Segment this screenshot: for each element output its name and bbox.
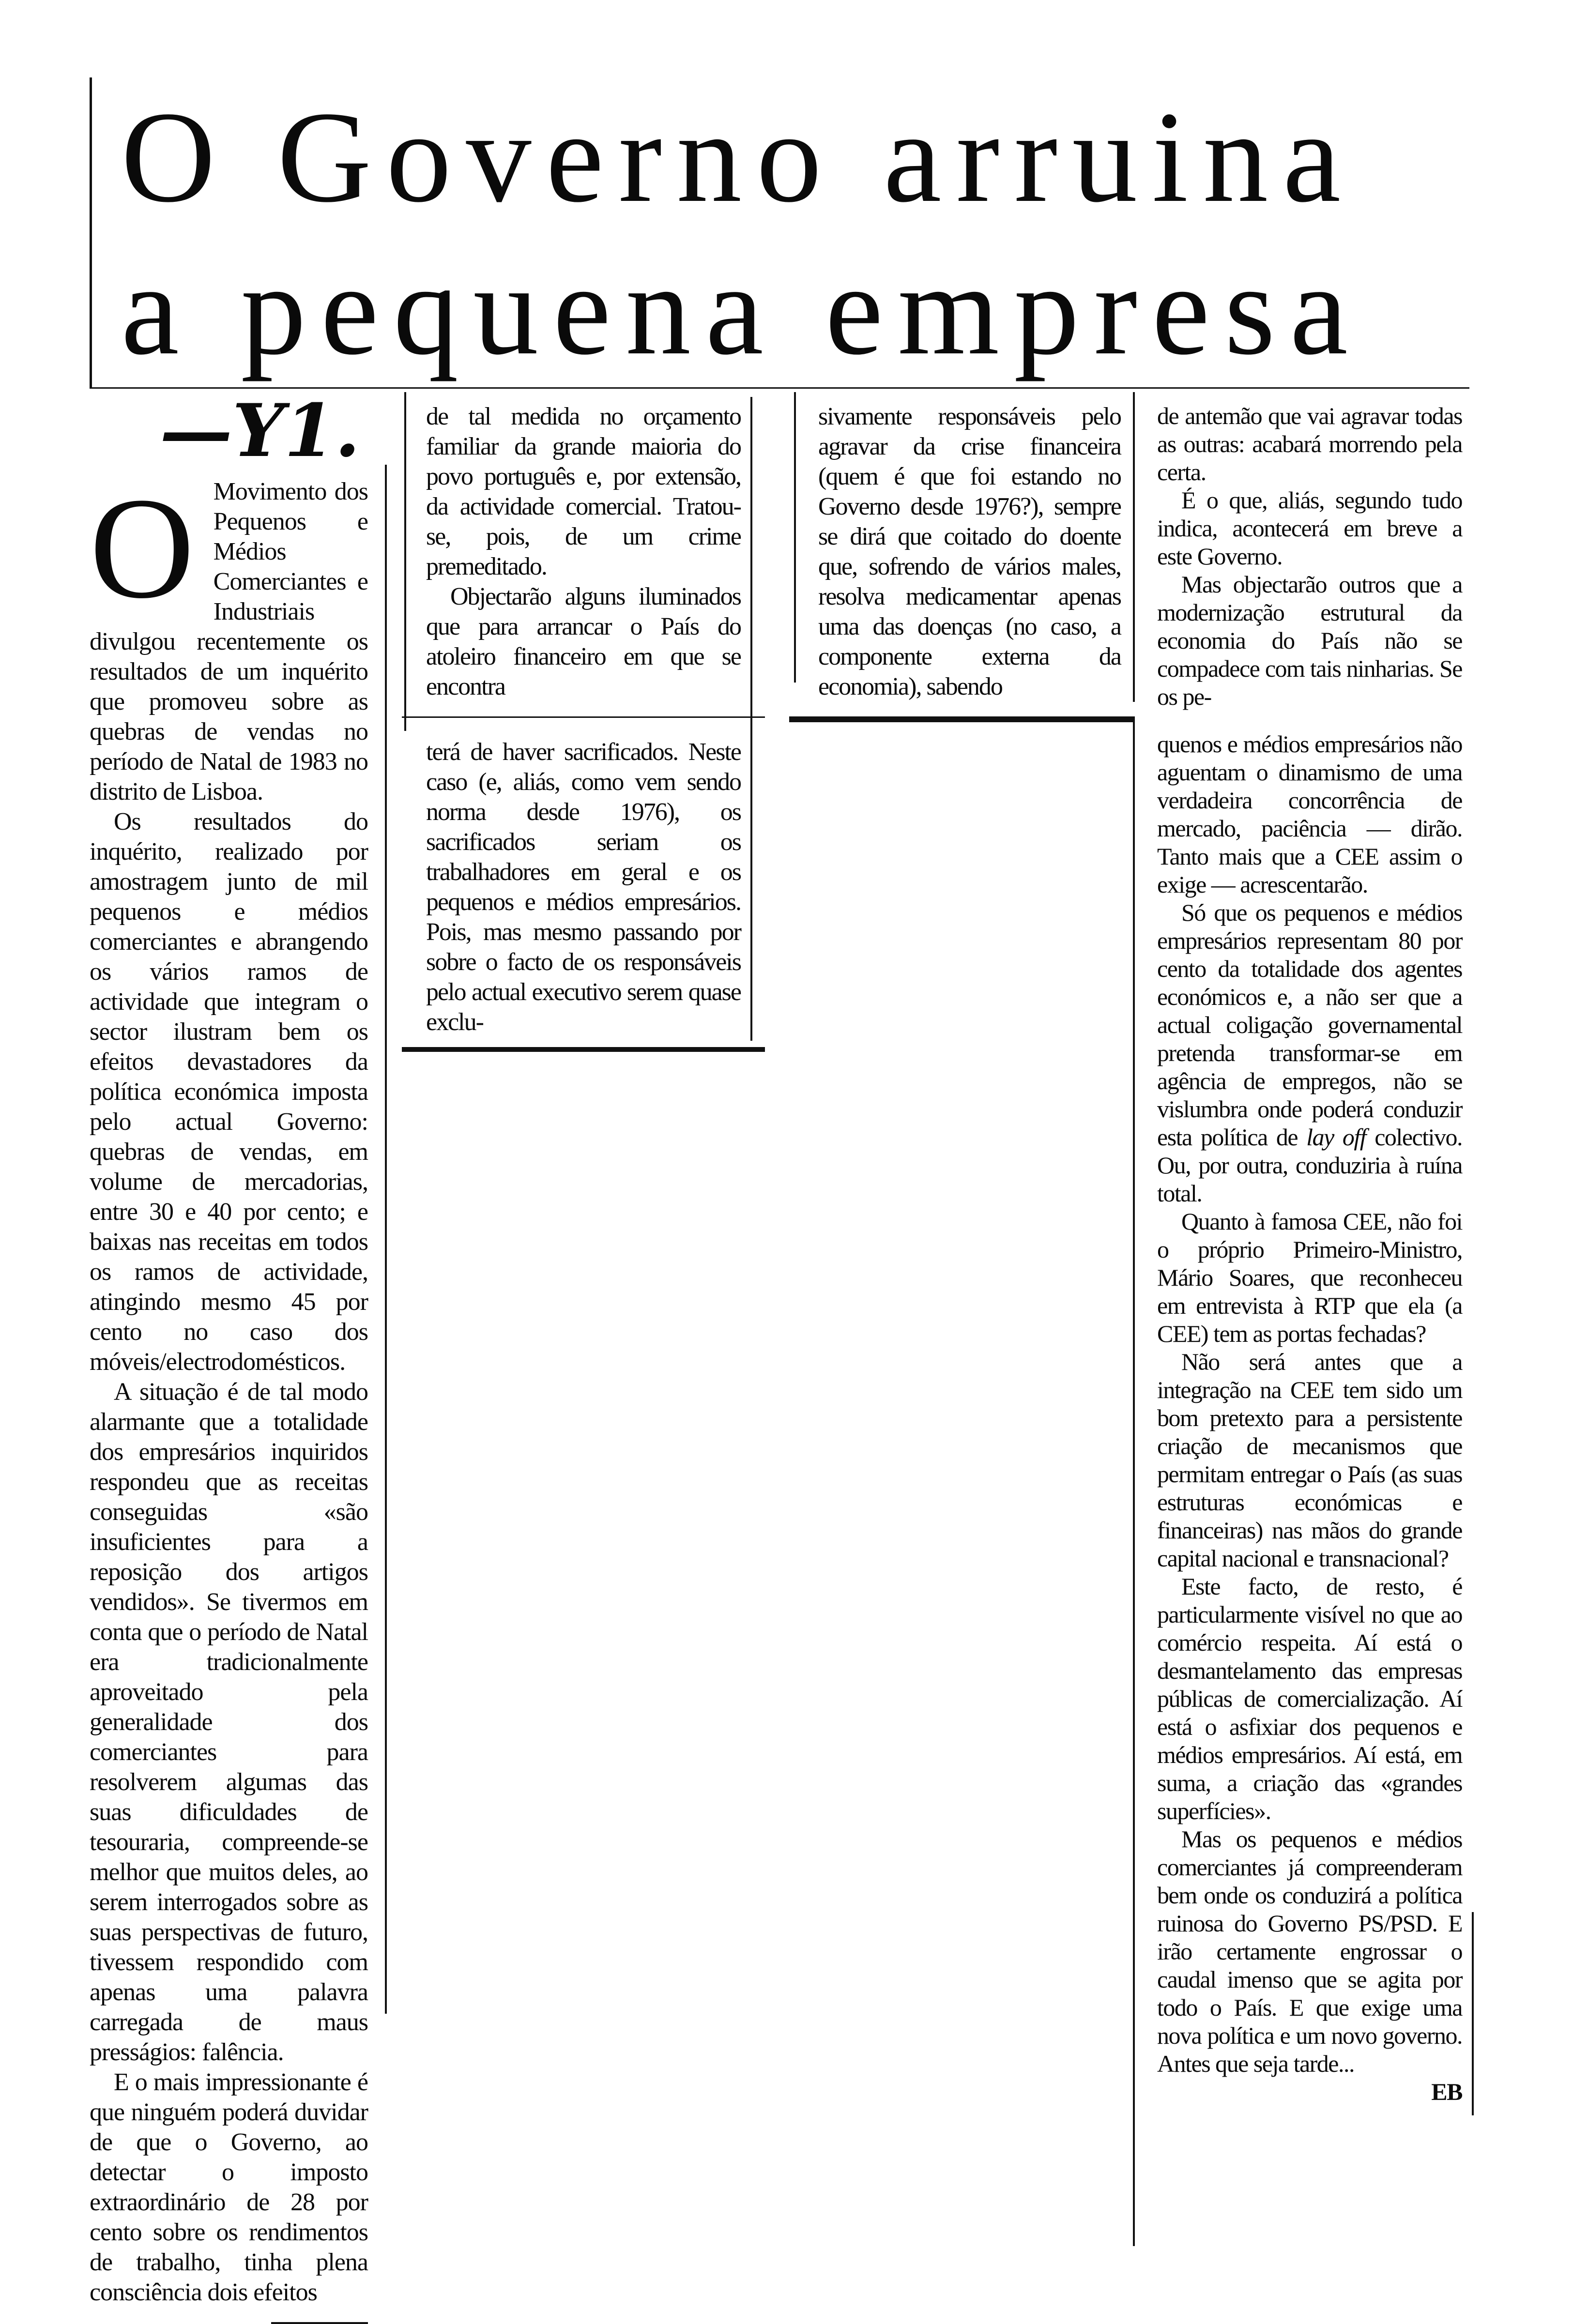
column-4-bracket: [1472, 1912, 1474, 2115]
column-3-bottom-rule: [789, 716, 1133, 722]
article-column-2: [426, 402, 741, 1052]
handwritten-mark: [160, 388, 360, 473]
headline-left-rule: [90, 77, 92, 387]
column-2-right-rule: [750, 397, 752, 1041]
paragraph: E o mais impressionante é que ninguém poderá duvidar de que o Governo, ao detectar o imposto extraordinário de 28 por cento sobre os rendimentos de trabalho, tinha plena consciência dois efeitos: [90, 2068, 368, 2306]
drop-cap: O: [90, 468, 194, 628]
headline-line-2: a pequena empresa: [121, 237, 1362, 382]
paragraph-text: Só que os pequenos e médios empresários representam 80 por cento da totalidade dos agentes económicos e, a não ser que a actual coligação governamental pretenda transformar-se em agência de empregos, não se vislumbra onde poderá conduzir esta política de: [1157, 899, 1462, 1151]
column-3-right-rule: [1133, 392, 1135, 702]
author-initials: EB: [1431, 2078, 1462, 2105]
paragraph: sivamente responsáveis pelo agravar da crise financeira (quem é que foi estando no Governo desde 1976?), sempre se dirá que coitado do doente que, sofrendo de vários males, resolva medicamentar apenas uma das doenças (no caso, a componente externa da economia), sabendo: [818, 403, 1121, 700]
column-2-bottom-rule: [402, 1047, 765, 1052]
paragraph: Não será antes que a integração na CEE tem sido um bom pretexto para a persistente criação de mecanismos que permitam entregar o País (as suas estruturas económicas e financeiras) nas mãos do grande capital nacional e transnacional?: [1157, 1348, 1462, 1572]
paragraph: Quanto à famosa CEE, não foi o próprio Primeiro-Ministro, Mário Soares, que reconheceu em entrevista à RTP que ela (a CEE) tem as portas fechadas?: [1157, 1208, 1462, 1347]
paragraph: de antemão que vai agravar todas as outras: acabará morrendo pela certa.: [1157, 402, 1462, 486]
paragraph: Este facto, de resto, é particularmente visível no que ao comércio respeita. Aí está o desmantelamento das empresas públicas de comercialização. Aí está o asfixiar dos pequenos e médios empresários. Aí está, em suma, a criação das «grandes superfícies».: [1157, 1573, 1462, 1824]
article-column-4-top: [1157, 402, 1462, 711]
article-column-2-bottom: [426, 737, 741, 1037]
article-column-2-top: [426, 402, 741, 702]
column-1-right-rule: [385, 465, 387, 2014]
paragraph: de tal medida no orçamento familiar da grande maioria do povo português e, por extensão, da actividade comercial. Tratou-se, pois, de um crime premeditado.: [426, 403, 741, 580]
article-column-4: [1157, 402, 1462, 2106]
paragraph: É o que, aliás, segundo tudo indica, acontecerá em breve a este Governo.: [1157, 486, 1462, 570]
paragraph: [1157, 898, 1462, 1207]
paragraph: Os resultados do inquérito, realizado por amostragem junto de mil pequenos e médios comerciantes e abrangendo os vários ramos de actividade que integram o sector ilustram bem os efeitos devastadores da política económica imposta pelo actual Governo: quebras de vendas, em volume de mercadorias, entre 30 e 40 por cento; e baixas nas receitas em todos os ramos de actividade, atingindo mesmo 45 por cento no caso dos móveis/electrodomésticos.: [90, 808, 368, 1376]
column-4-left-rule: [1133, 716, 1135, 2246]
paragraph: Mas os pequenos e médios comerciantes já compreenderam bem onde os conduzirá a política ruinosa do Governo PS/PSD. E irão certamente engrossar o caudal imenso que se agita por todo o País. E que exige uma nova política e um novo governo. Antes que seja tarde...: [1157, 1825, 1462, 2077]
headline-line-1: O Governo arruina: [121, 85, 1356, 229]
column-2-divider: [402, 716, 765, 718]
article-column-1: [90, 468, 368, 2324]
handwritten-mark-text: —Y1.: [160, 388, 360, 473]
paragraph: [90, 468, 368, 807]
column-2-left-rule: [404, 392, 406, 731]
paragraph: Objectarão alguns iluminados que para arrancar o País do atoleiro financeiro em que se encontra: [426, 583, 741, 700]
column-3-left-rule: [794, 392, 796, 683]
paragraph: A situação é de tal modo alarmante que a totalidade dos empresários inquiridos respondeu que as receitas conseguidas «são insuficientes para a reposição dos artigos vendidos». Se tivermos em conta que o período de Natal era tradicionalmente aproveitado pela generalidade dos comerciantes para resolverem algumas das suas dificuldades de tesouraria, compreende-se melhor que muitos deles, ao serem interrogados sobre as suas perspectivas de futuro, tivessem respondido com apenas uma palavra carregada de maus presságios: falência.: [90, 1378, 368, 2066]
article-column-4-bottom: [1157, 730, 1462, 2106]
paragraph: Mas objectarão outros que a modernização estrutural da economia do País não se compadece com tais ninharias. Se os pe-: [1157, 571, 1462, 710]
paragraph: quenos e médios empresários não aguentam o dinamismo de uma verdadeira concorrência de mercado, paciência — dirão. Tanto mais que a CEE assim o exige — acrescentarão.: [1157, 730, 1462, 898]
article-column-3: [818, 402, 1121, 722]
italic-term: lay off: [1306, 1124, 1366, 1151]
paragraph: terá de haver sacrificados. Neste caso (e, aliás, como vem sendo norma desde 1976), os sacrificados seriam os trabalhadores em geral e os pequenos e médios empresários. Pois, mas mesmo passando por sobre o facto de os responsáveis pelo actual executivo serem quase exclu-: [426, 738, 741, 1036]
paragraph-text: Movimento dos Pequenos e Médios Comerciantes e Industriais divulgou recentemente os resultados de um inquérito que promoveu sobre as quebras de vendas no período de Natal de 1983 no distrito de Lisboa.: [90, 478, 368, 805]
paragraph-text: colectivo. Ou, por outra, conduziria à ruína total.: [1157, 1124, 1462, 1207]
column-1-bottom-rule: [271, 2322, 368, 2324]
author-line: [1157, 2078, 1462, 2106]
